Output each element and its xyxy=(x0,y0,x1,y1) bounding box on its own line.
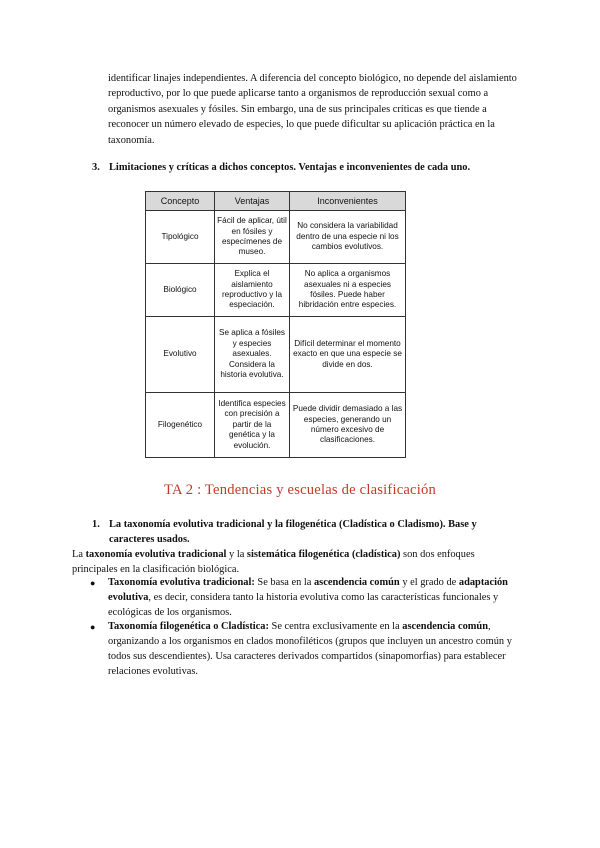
bullet-label: Taxonomía filogenética o Cladística: xyxy=(108,621,269,633)
header-ventajas: Ventajas xyxy=(215,192,290,211)
bullet-label: Taxonomía evolutiva tradicional: xyxy=(108,577,255,588)
header-inconvenientes: Inconvenientes xyxy=(290,192,406,211)
section-1-number: 1. xyxy=(92,519,100,530)
concept-cell: Biológico xyxy=(146,264,215,317)
table-header-row xyxy=(146,192,406,211)
list-item xyxy=(90,576,523,620)
bullet-text: y el grado de xyxy=(399,577,459,588)
pros-cell: Se aplica a fósiles y especies asexuales. Considera la historia evolutiva. xyxy=(215,317,290,393)
para-bold-1: taxonomía evolutiva tradicional xyxy=(85,549,227,560)
table-row xyxy=(146,393,406,458)
classification-bullet-list xyxy=(90,576,523,680)
para-text-1: La xyxy=(72,549,86,560)
species-concepts-table xyxy=(145,191,406,458)
bullet-bold: ascendencia común xyxy=(402,621,488,633)
intro-classification-paragraph xyxy=(72,548,522,577)
concept-cell: Evolutivo xyxy=(146,317,215,393)
table-row xyxy=(146,317,406,393)
list-item xyxy=(90,620,523,679)
cons-cell: Puede dividir demasiado a las especies, generando un número excesivo de clasificaciones. xyxy=(290,393,406,458)
pros-cell: Fácil de aplicar, útil en fósiles y especímenes de museo. xyxy=(215,211,290,264)
bullet-text: Se basa en la xyxy=(254,577,314,588)
cons-cell: No considera la variabilidad dentro de una especie ni los cambios evolutivos. xyxy=(290,211,406,264)
section-1-title: La taxonomía evolutiva tradicional y la filogenética (Cladística o Cladismo). Base y caracteres usados. xyxy=(109,519,477,545)
concept-cell: Filogenético xyxy=(146,393,215,458)
section-1-heading xyxy=(92,517,512,547)
table-row xyxy=(146,211,406,264)
bullet-text: , organizando a los organismos en clados monofiléticos (grupos que incluyen un ancestro común y todos sus descendientes). Usa caracteres derivados compartidos (sinapomorfias) para establecer relaciones evolutivas. xyxy=(108,621,512,677)
bullet-icon: ● xyxy=(90,578,96,588)
bullet-icon: ● xyxy=(90,622,96,633)
section-3-title: Limitaciones y críticas a dichos conceptos. Ventajas e inconvenientes de cada uno. xyxy=(109,162,471,173)
cons-cell: Difícil determinar el momento exacto en que una especie se divide en dos. xyxy=(290,317,406,393)
intro-paragraph: identificar linajes independientes. A diferencia del concepto biológico, no depende del aislamiento reproductivo, por lo que puede aplicarse tanto a organismos de reproducción sexual como a organismos asexuales y fósiles. Sin embargo, una de sus principales críticas es que tiende a reconocer un número elevado de especies, lo que puede dificultar su aplicación práctica en la taxonomía. xyxy=(108,73,517,146)
table-row xyxy=(146,264,406,317)
bullet-bold: ascendencia común xyxy=(313,577,400,588)
concept-cell: Tipológico xyxy=(146,211,215,264)
section-3-number: 3. xyxy=(92,162,100,173)
bullet-bold: adaptación evolutiva xyxy=(108,577,508,603)
para-text-3: son dos enfoques principales en la clasificación biológica. xyxy=(72,549,475,575)
cons-cell: No aplica a organismos asexuales ni a especies fósiles. Puede haber hibridación entre especies. xyxy=(290,264,406,317)
ta2-title: TA 2 : Tendencias y escuelas de clasificación xyxy=(164,482,436,498)
header-concepto: Concepto xyxy=(146,192,215,211)
para-text-2: y la xyxy=(226,549,247,560)
para-bold-2: sistemática filogenética (cladística) xyxy=(246,549,401,560)
bullet-text: , es decir, considera tanto la historia evolutiva como las características funcionales y ecológicas de los organismos. xyxy=(108,591,499,618)
pros-cell: Identifica especies con precisión a partir de la genética y la evolución. xyxy=(215,393,290,458)
section-3-heading xyxy=(92,161,532,175)
pros-cell: Explica el aislamiento reproductivo y la especiación. xyxy=(215,264,290,317)
bullet-text: Se centra exclusivamente en la xyxy=(268,621,403,633)
